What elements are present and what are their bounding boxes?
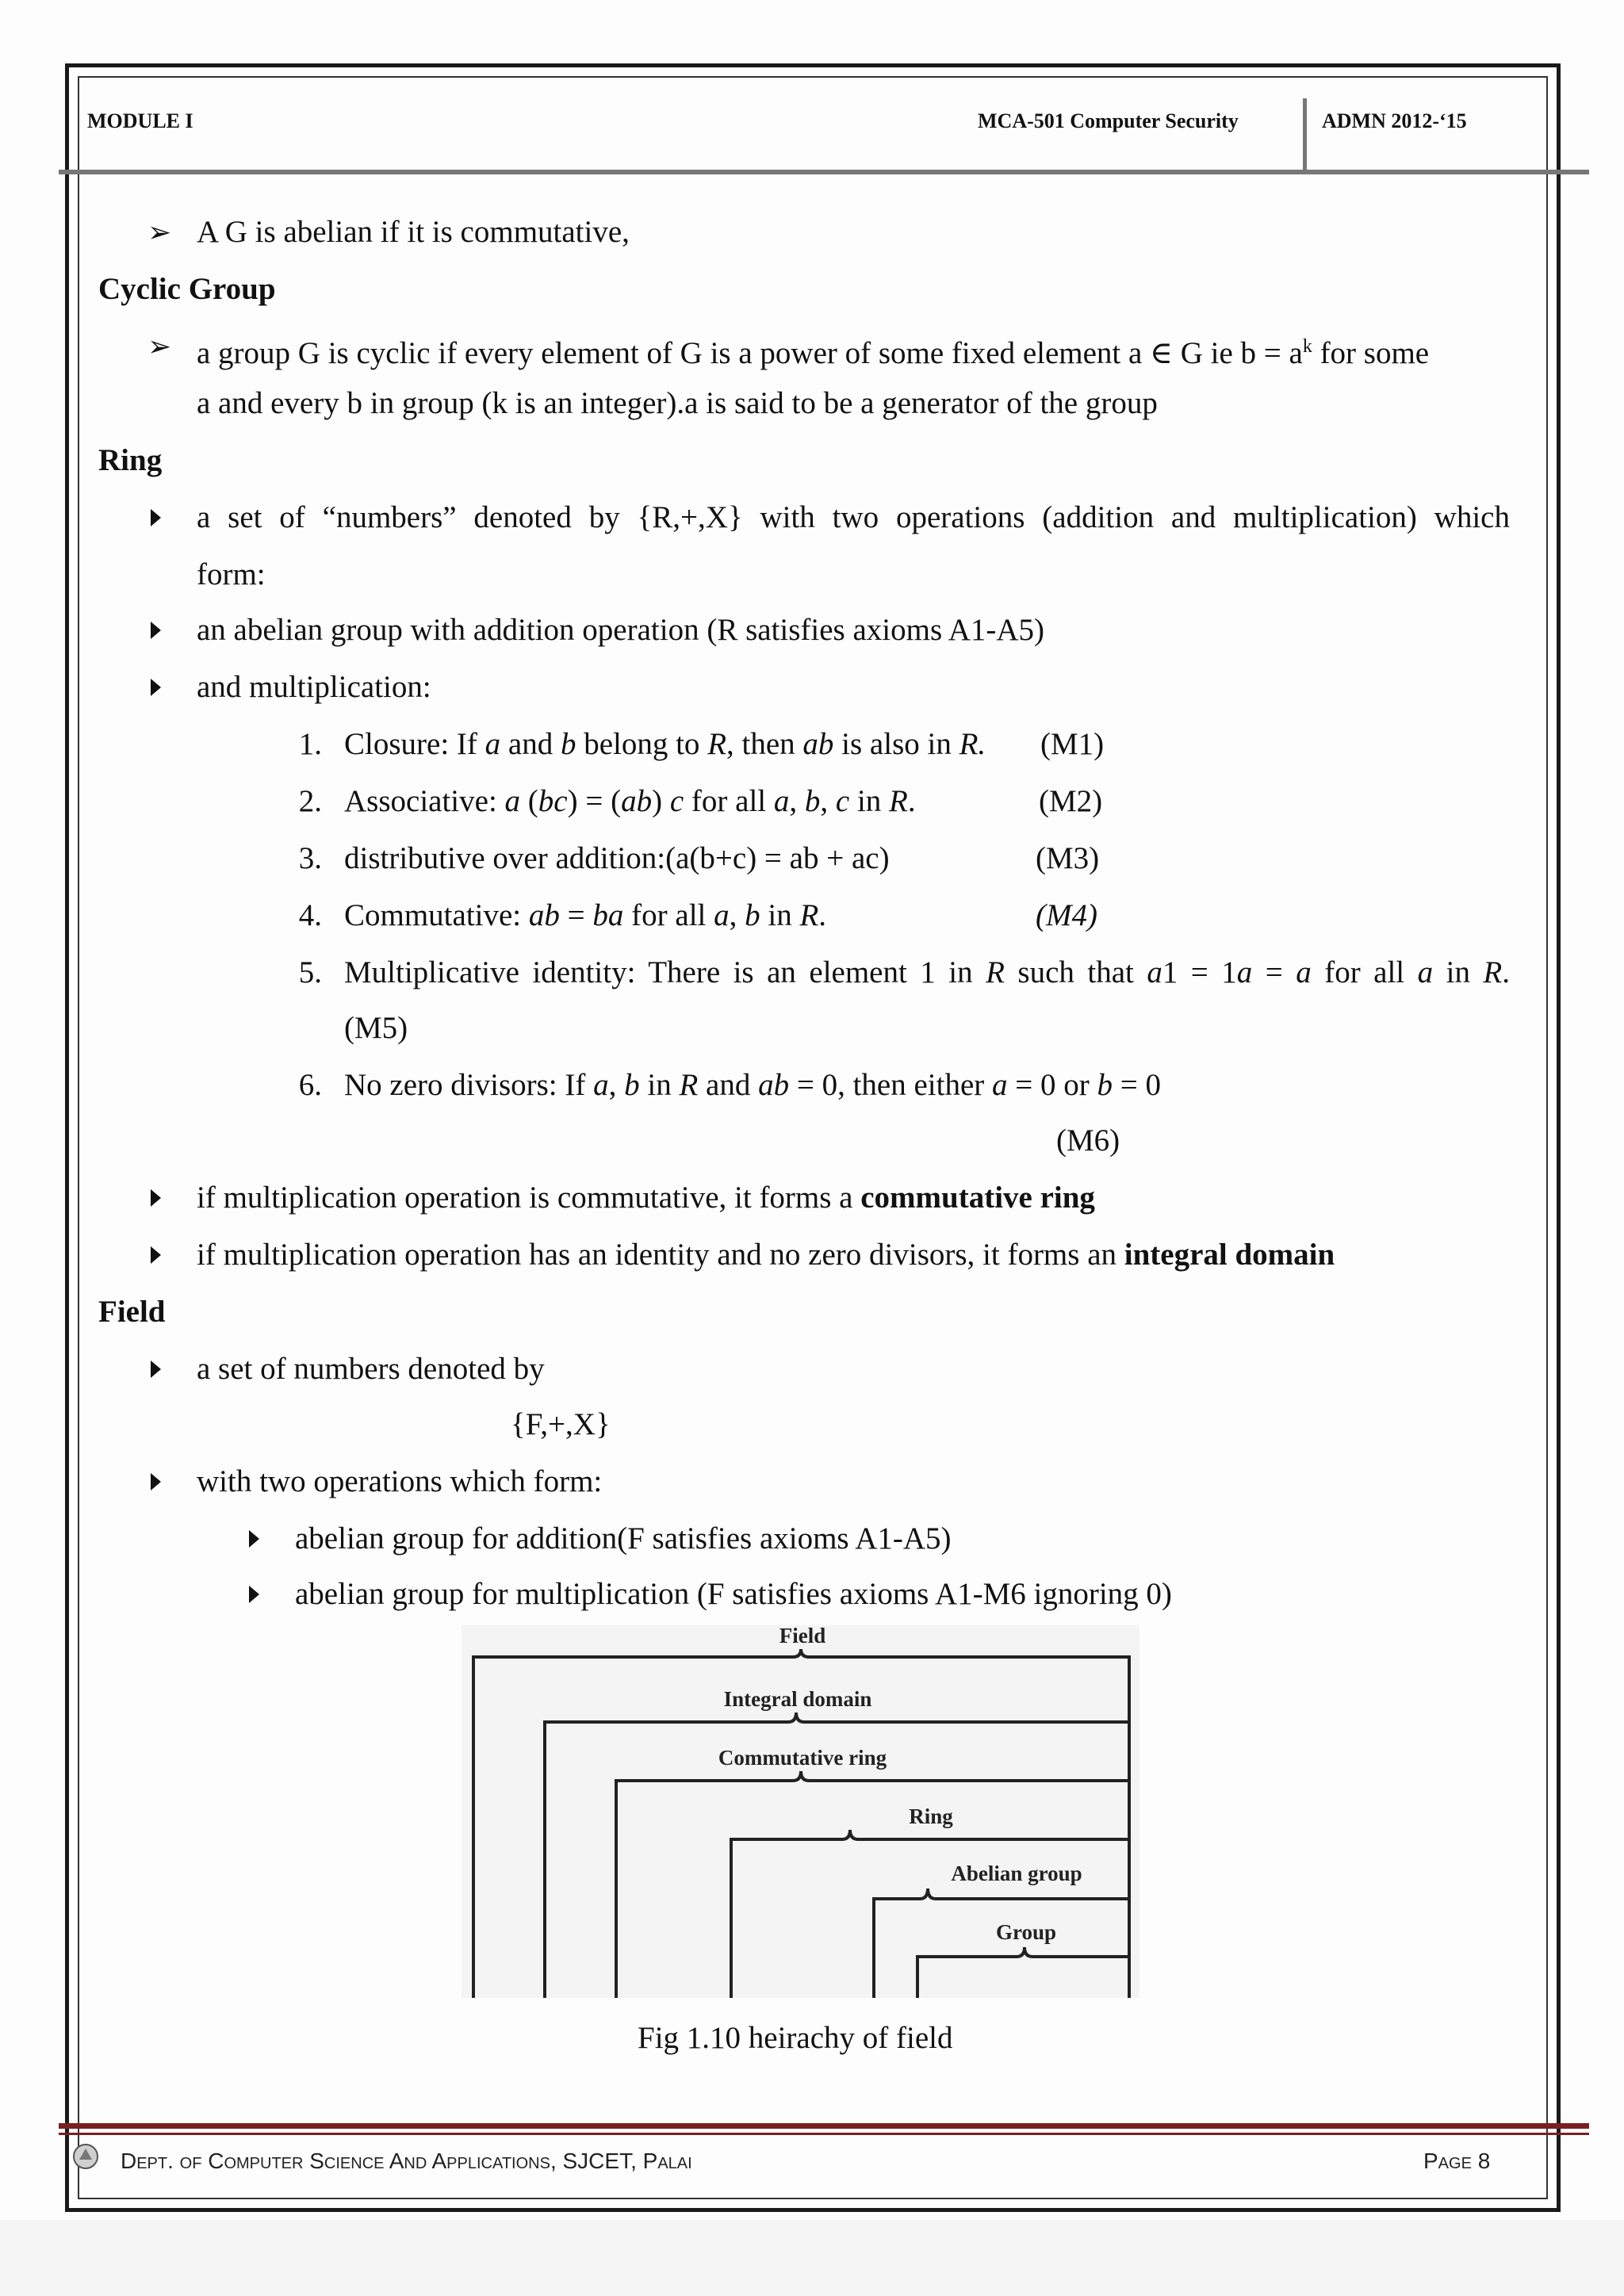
axiom-5-text: Multiplicative identity: There is an element 1 in R such that a1 = 1a = a for all a in R.: [344, 955, 1510, 989]
footer-page-number: Page 8: [1423, 2149, 1491, 2173]
triangle-bullet-icon: [151, 1246, 161, 1264]
axiom-1-text: Closure: If a and b belong to R, then ab is also in R.: [344, 727, 986, 761]
page-bottom-margin: [0, 2220, 1624, 2296]
axiom-3-text: distributive over addition:(a(b+c) = ab + ac): [344, 841, 890, 875]
header-rule: [59, 170, 1589, 174]
triangle-bullet-icon: [151, 509, 161, 526]
field-set-notation: {F,+,X}: [511, 1407, 611, 1441]
footer-rule-thin: [59, 2133, 1589, 2135]
triangle-bullet-icon: [151, 1189, 161, 1207]
cyclic-line-1: [197, 327, 1510, 373]
field-sub-bullet-1: abelian group for addition(F satisfies axioms A1-A5): [295, 1521, 952, 1556]
integral-domain-line: [197, 1235, 1335, 1275]
axiom-1-tag: (M1): [1040, 727, 1105, 761]
cyclic-line-1-text: a group G is cyclic if every element of G is a power of some fixed element a ∈ G ie b = a: [197, 336, 1303, 370]
figure-label-group: Group: [995, 1920, 1057, 1944]
ring-bullet-3: and multiplication:: [197, 670, 431, 704]
figure-label-field: Field: [779, 1625, 826, 1647]
commutative-ring-line: [197, 1178, 1095, 1218]
axiom-3-tag: (M3): [1036, 841, 1100, 875]
intro-bullet-text: A G is abelian if it is commutative,: [197, 215, 630, 249]
axiom-4-text: Commutative: ab = ba for all a, b in R.: [344, 898, 827, 932]
field-hierarchy-figure: [462, 1625, 1139, 1998]
field-bullet-1: a set of numbers denoted by: [197, 1352, 545, 1386]
triangle-bullet-icon: [151, 679, 161, 696]
axiom-number: 5.: [298, 955, 322, 989]
axiom-number: 1.: [298, 727, 322, 761]
ring-bullet-1-line-2: form:: [197, 557, 266, 591]
field-bullet-2: with two operations which form:: [197, 1464, 603, 1498]
ring-bullet-1-line-1: a set of “numbers” denoted by {R,+,X} with two operations (addition and multiplication) which: [197, 500, 1510, 534]
triangle-bullet-icon: [151, 622, 161, 639]
axiom-2-text: Associative: a (bc) = (ab) c for all a, b, c in R.: [344, 784, 916, 818]
axiom-4-tag: (M4): [1036, 898, 1097, 932]
arrow-bullet-icon: ➢: [147, 216, 172, 248]
college-logo-icon: [70, 2141, 102, 2172]
ring-bullet-2: an abelian group with addition operation (R satisfies axioms A1-A5): [197, 613, 1045, 647]
triangle-bullet-icon: [151, 1360, 161, 1378]
field-heading: Field: [98, 1295, 166, 1329]
cyclic-line-1-end: for some: [1312, 336, 1430, 370]
triangle-bullet-icon: [249, 1530, 259, 1548]
cyclic-superscript: k: [1302, 336, 1312, 357]
axiom-6-text: No zero divisors: If a, b in R and ab = 0, then either a = 0 or b = 0: [344, 1068, 1161, 1102]
figure-caption: Fig 1.10 heirachy of field: [638, 2021, 953, 2055]
header-course: MCA-501 Computer Security: [978, 109, 1239, 132]
axiom-5-tag: (M5): [344, 1011, 408, 1045]
arrow-bullet-icon: ➢: [147, 331, 172, 362]
header-module: MODULE I: [87, 109, 193, 132]
axiom-number: 6.: [298, 1068, 322, 1102]
axiom-6-tag: (M6): [1056, 1123, 1120, 1158]
cyclic-line-2: a and every b in group (k is an integer).a is said to be a generator of the group: [197, 386, 1158, 420]
figure-label-commutative-ring: Commutative ring: [718, 1746, 887, 1770]
footer-rule: [59, 2123, 1589, 2129]
header-divider: [1303, 98, 1307, 170]
triangle-bullet-icon: [151, 1473, 161, 1490]
axiom-number: 4.: [298, 898, 322, 932]
figure-label-abelian-group: Abelian group: [951, 1862, 1082, 1885]
figure-label-integral-domain: Integral domain: [723, 1687, 872, 1711]
axiom-2-tag: (M2): [1039, 784, 1103, 818]
figure-label-ring: Ring: [909, 1804, 953, 1828]
integral-domain-text: if multiplication operation has an identity and no zero divisors, it forms an: [197, 1238, 1124, 1272]
triangle-bullet-icon: [249, 1586, 259, 1603]
commutative-ring-term: commutative ring: [860, 1181, 1095, 1215]
ring-heading: Ring: [98, 443, 163, 477]
footer-department: Dept. of Computer Science And Applications, SJCET, Palai: [121, 2149, 692, 2173]
commutative-ring-text: if multiplication operation is commutative, it forms a: [197, 1181, 861, 1215]
header-batch: ADMN 2012-‘15: [1322, 109, 1467, 132]
integral-domain-term: integral domain: [1124, 1238, 1335, 1272]
axiom-number: 2.: [298, 784, 322, 818]
field-sub-bullet-2: abelian group for multiplication (F satisfies axioms A1-M6 ignoring 0): [295, 1577, 1172, 1611]
cyclic-heading: Cyclic Group: [98, 272, 276, 306]
axiom-number: 3.: [298, 841, 322, 875]
